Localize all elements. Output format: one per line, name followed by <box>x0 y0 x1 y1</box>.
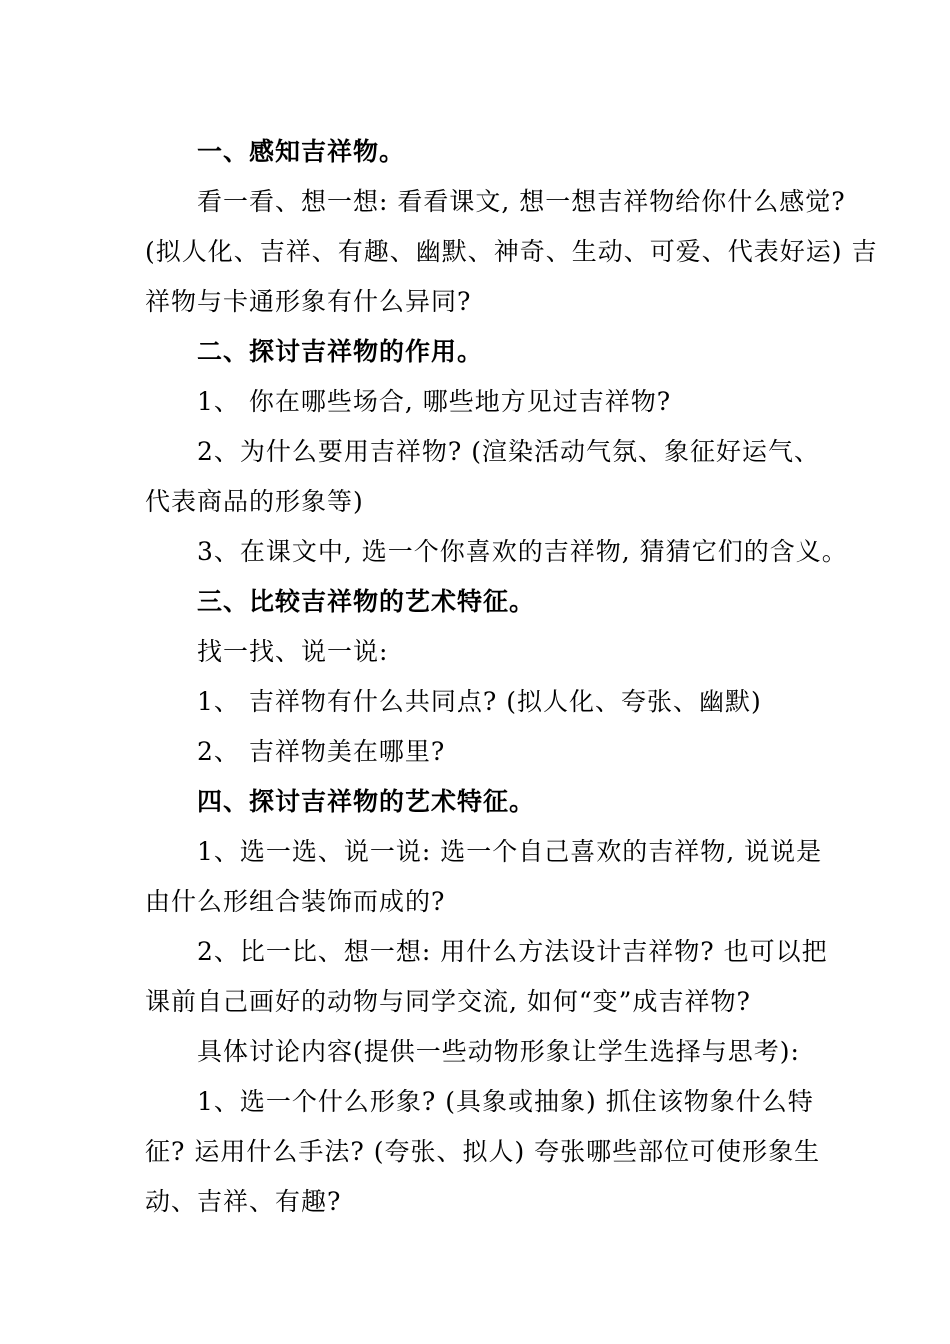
section-1-paragraph-line: 祥物与卡通形象有什么异同? <box>145 287 472 316</box>
section-4-discussion: 具体讨论内容(提供一些动物形象让学生选择与思考): <box>197 1037 800 1066</box>
section-4-item-2-continued: 课前自己画好的动物与同学交流, 如何“变”成吉祥物? <box>145 987 751 1016</box>
section-2-item-2: 2、为什么要用吉祥物? (渲染活动气氛、象征好运气、 <box>197 437 821 466</box>
section-2-item-1: 1、 你在哪些场合, 哪些地方见过吉祥物? <box>197 387 672 416</box>
section-2-item-3: 3、在课文中, 选一个你喜欢的吉祥物, 猜猜它们的含义。 <box>197 537 848 566</box>
section-4-item-1: 1、选一选、说一说: 选一个自己喜欢的吉祥物, 说说是 <box>197 837 823 866</box>
section-4-heading: 四、探讨吉祥物的艺术特征。 <box>197 787 536 816</box>
discussion-item-1-continued: 动、吉祥、有趣? <box>145 1187 342 1216</box>
section-3-intro: 找一找、说一说: <box>197 637 389 666</box>
section-2-item-2-continued: 代表商品的形象等) <box>145 487 364 516</box>
section-1-paragraph-line: 看一看、想一想: 看看课文, 想一想吉祥物给你什么感觉? <box>197 187 846 216</box>
section-4-item-2: 2、比一比、想一想: 用什么方法设计吉祥物? 也可以把 <box>197 937 828 966</box>
discussion-item-1: 1、选一个什么形象? (具象或抽象) 抓住该物象什么特 <box>197 1087 814 1116</box>
section-3-heading: 三、比较吉祥物的艺术特征。 <box>197 587 536 616</box>
section-4-item-1-continued: 由什么形组合装饰而成的? <box>145 887 446 916</box>
section-2-heading: 二、探讨吉祥物的作用。 <box>197 337 484 366</box>
section-3-item-2: 2、 吉祥物美在哪里? <box>197 737 446 766</box>
section-1-heading: 一、感知吉祥物。 <box>197 137 406 166</box>
section-1-paragraph-line: (拟人化、吉祥、有趣、幽默、神奇、生动、可爱、代表好运) 吉 <box>145 237 878 266</box>
section-3-item-1: 1、 吉祥物有什么共同点? (拟人化、夸张、幽默) <box>197 687 762 716</box>
discussion-item-1-continued: 征? 运用什么手法? (夸张、拟人) 夸张哪些部位可使形象生 <box>145 1137 821 1166</box>
